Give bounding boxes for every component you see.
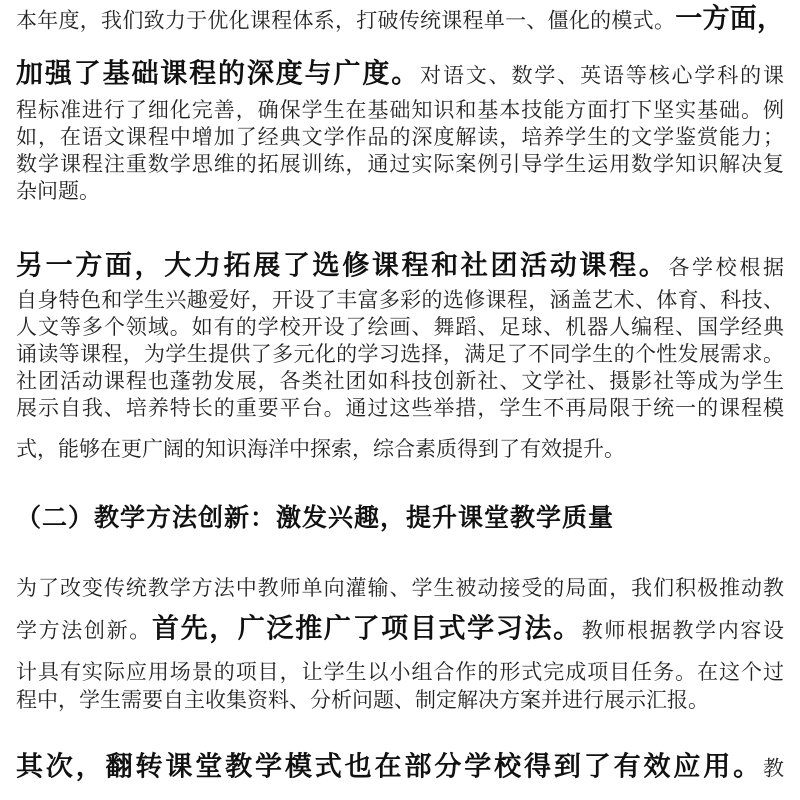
text: 教师根据教学内容设: [581, 618, 785, 643]
text: 各学校根据: [668, 255, 785, 280]
bold-text: 加强了基础课程的深度与广度。: [16, 58, 421, 90]
paragraph-line: 杂问题。: [16, 179, 100, 203]
text: 对语文、数学、英语等核心学科的课: [420, 63, 785, 88]
paragraph-line: 展示自我、培养特长的重要平台。通过这些举措，学生不再局限于统一的课程模: [16, 396, 784, 420]
paragraph-line: 如，在语文课程中增加了经典文学作品的深度解读，培养学生的文学鉴赏能力；: [16, 125, 784, 149]
paragraph-line: 计具有实际应用场景的项目，让学生以小组合作的形式完成项目任务。在这个过: [16, 660, 784, 684]
text: 本年度，我们致力于优化课程体系，打破传统课程单一、僵化的模式。: [16, 8, 676, 33]
bold-text: 另一方面，大力拓展了选修课程和社团活动课程。: [16, 250, 669, 282]
paragraph-line: 数学课程注重数学思维的拓展训练，通过实际案例引导学生运用数学知识解决复: [16, 152, 784, 176]
paragraph-line: 为了改变传统教学方法中教师单向灌输、学生被动接受的局面，我们积极推动教: [16, 576, 784, 600]
paragraph-line: 自身特色和学生兴趣爱好，开设了丰富多彩的选修课程，涵盖艺术、体育、科技、: [16, 288, 784, 312]
paragraph-line: 人文等多个领域。如有的学校开设了绘画、舞蹈、足球、机器人编程、国学经典: [16, 315, 784, 339]
paragraph-line: 式，能够在更广阔的知识海洋中探索，综合素质得到了有效提升。: [16, 437, 625, 461]
paragraph-line: [16, 613, 785, 645]
paragraph-line: 程标准进行了细化完善，确保学生在基础知识和基本技能方面打下坚实基础。例: [16, 98, 784, 122]
paragraph-line: 社团活动课程也蓬勃发展，各类社团如科技创新社、文学社、摄影社等成为学生: [16, 369, 784, 393]
paragraph-line: 程中，学生需要自主收集资料、分析问题、制定解决方案并进行展示汇报。: [16, 688, 709, 712]
bold-text: 其次，翻转课堂教学模式也在部分学校得到了有效应用。: [16, 751, 763, 783]
section-heading: （二）教学方法创新：激发兴趣，提升课堂教学质量: [16, 503, 615, 532]
paragraph-line: [16, 250, 785, 282]
paragraph-line: [16, 751, 784, 783]
paragraph-line: [16, 3, 784, 35]
paragraph-line: 诵读等课程，为学生提供了多元化的学习选择，满足了不同学生的个性发展需求。: [16, 342, 784, 366]
text: 教: [763, 756, 784, 781]
bold-text: 一方面，: [675, 3, 784, 35]
paragraph-line: [16, 58, 785, 90]
bold-text: 首先，广泛推广了项目式学习法。: [151, 613, 582, 645]
text: 学方法创新。: [16, 618, 152, 643]
